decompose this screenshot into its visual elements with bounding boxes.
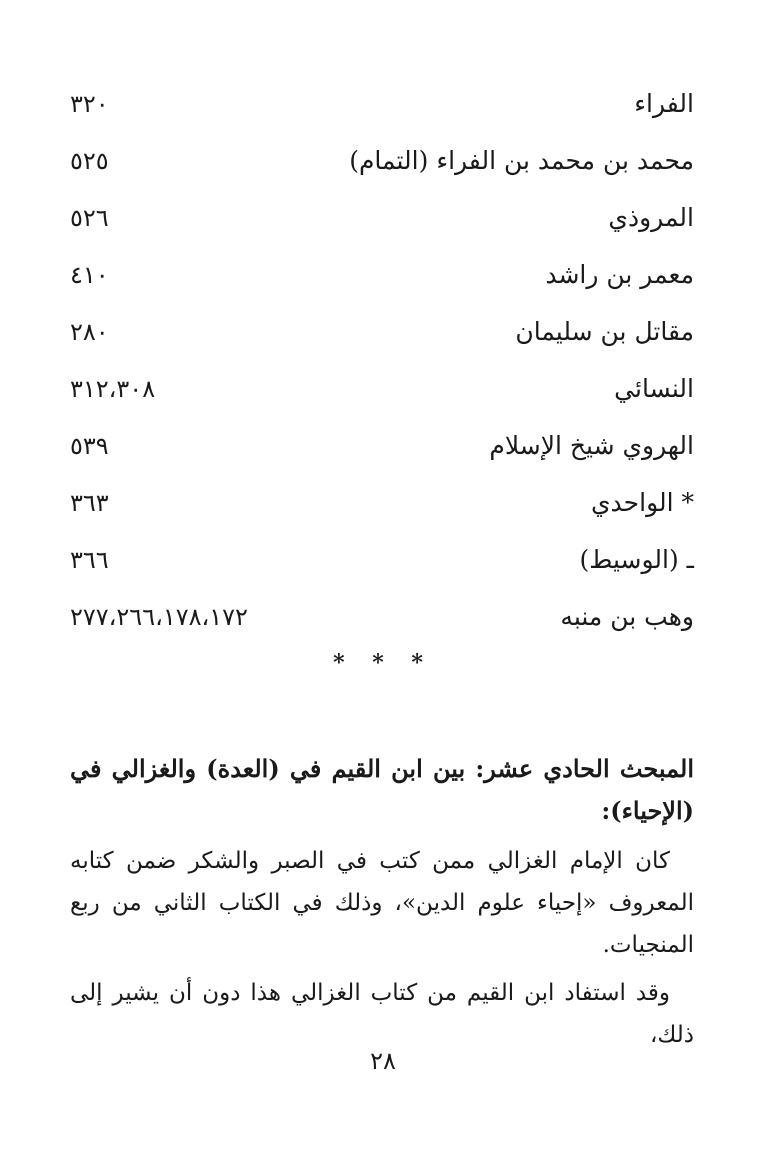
index-entry bbox=[70, 196, 694, 253]
index-entry-pages: ٣٢٠ bbox=[70, 90, 109, 118]
text-section bbox=[70, 748, 694, 1062]
index-entry-pages: ٣١٢،٣٠٨ bbox=[70, 375, 156, 403]
index-entry-pages: ٢٧٧،٢٦٦،١٧٨،١٧٢ bbox=[70, 603, 248, 631]
index-entry-pages: ٣٦٣ bbox=[70, 489, 109, 517]
index-entry-name: وهب بن منبه bbox=[560, 602, 694, 631]
index-entry-pages: ٥٢٦ bbox=[70, 204, 109, 232]
index-entry bbox=[70, 424, 694, 481]
index-entry-pages: ٥٢٥ bbox=[70, 147, 109, 175]
section-separator: * * * bbox=[333, 650, 433, 676]
index-entry-name: الفراء bbox=[634, 89, 694, 118]
index-entry bbox=[70, 367, 694, 424]
index-entry-pages: ٥٣٩ bbox=[70, 432, 109, 460]
index-entry bbox=[70, 538, 694, 595]
index-entry bbox=[70, 310, 694, 367]
index-entry-name: ـ (الوسيط) bbox=[579, 545, 694, 574]
index-entry bbox=[70, 253, 694, 310]
index-entry bbox=[70, 481, 694, 538]
section-paragraph: وقد استفاد ابن القيم من كتاب الغزالي هذا دون أن يشير إلى ذلك، bbox=[70, 980, 694, 1048]
section-heading: المبحث الحادي عشر: بين ابن القيم في (العدة) والغزالي في (الإحياء): bbox=[70, 754, 694, 825]
index-entry bbox=[70, 595, 694, 652]
index-entry-pages: ٣٦٦ bbox=[70, 546, 109, 574]
index-entry-pages: ٤١٠ bbox=[70, 261, 109, 289]
page-number: ٢٨ bbox=[370, 1047, 396, 1075]
index-entry-pages: ٢٨٠ bbox=[70, 318, 109, 346]
index-entry-name: * الواحدي bbox=[590, 488, 694, 517]
index-entry-name: مقاتل بن سليمان bbox=[515, 317, 694, 346]
section-paragraph: كان الإمام الغزالي ممن كتب في الصبر والشكر ضمن كتابه المعروف «إحياء علوم الدين»، وذلك في الكتاب الثاني من ربع المنجيات. bbox=[70, 848, 694, 958]
index-entry bbox=[70, 139, 694, 196]
index-entry-name: محمد بن محمد بن الفراء (التمام) bbox=[349, 146, 694, 175]
index-entry-name: الهروي شيخ الإسلام bbox=[489, 431, 694, 460]
index-entry bbox=[70, 82, 694, 139]
index-entry-name: معمر بن راشد bbox=[545, 260, 694, 289]
name-index-list bbox=[70, 82, 694, 652]
index-entry-name: المروذي bbox=[608, 203, 694, 232]
index-entry-name: النسائي bbox=[614, 374, 694, 403]
